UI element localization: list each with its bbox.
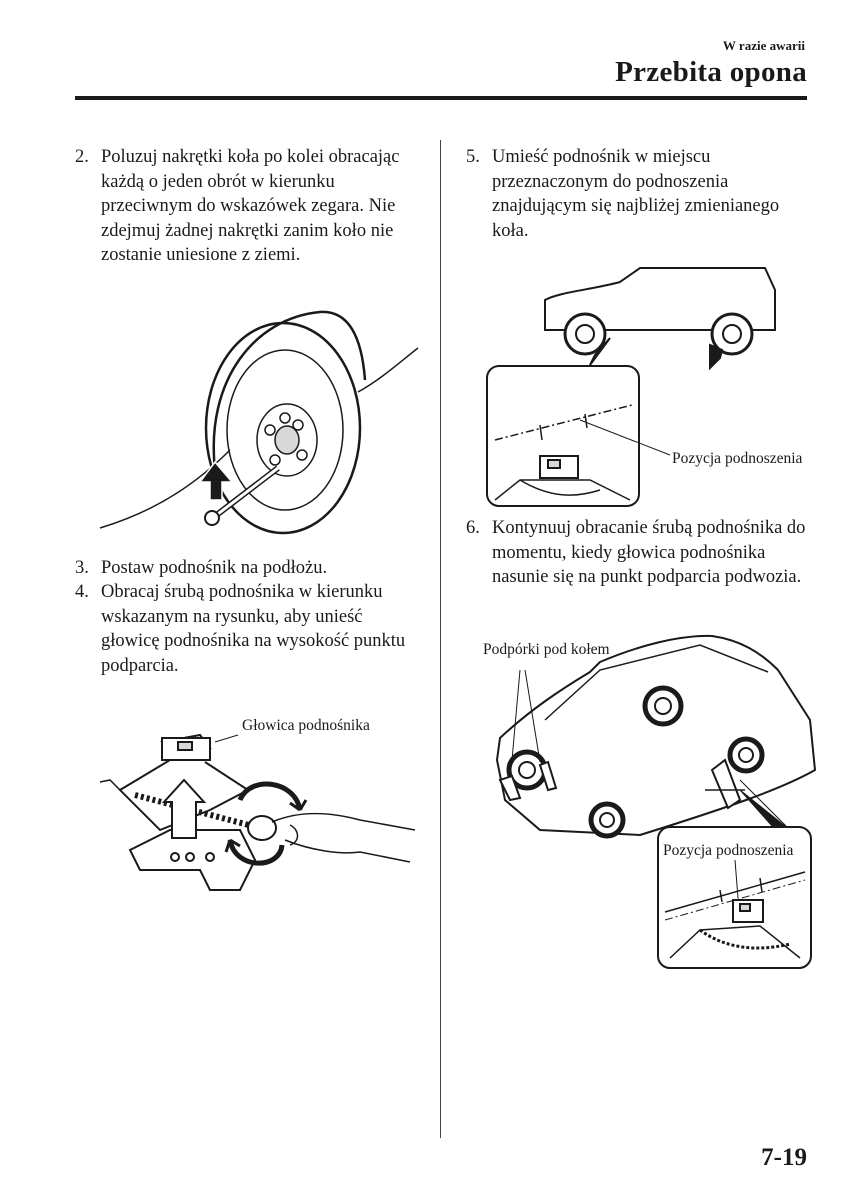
step-2-number: 2. xyxy=(75,147,89,167)
step-4-number: 4. xyxy=(75,582,89,602)
step-3-number: 3. xyxy=(75,558,89,578)
step-6-text: Kontynuuj obracanie śrubą podnośnika do momentu, kiedy głowica podnośnika nasunie się na punkt podparcia podwozia. xyxy=(492,518,806,587)
lift-position-label: Pozycja podnoszenia xyxy=(672,450,803,467)
wheel-chocks-label: Podpórki pod kołem xyxy=(483,641,610,658)
step-5-text: Umieść podnośnik w miejscu przeznaczonym do podnoszenia znajdującym się najbliżej zmienianego koła. xyxy=(492,147,780,241)
step-3-text: Postaw podnośnik na podłożu. xyxy=(101,558,328,578)
step-2-text: Poluzuj nakrętki koła po kolei obracając każdą o jeden obrót w kierunku przeciwnym do wskazówek zegara. Nie zdejmuj żadnej nakrętki zanim koło nie zostanie uniesione z ziemi. xyxy=(101,147,400,265)
page-number: 7-19 xyxy=(761,1144,807,1171)
lift-point-illustration xyxy=(487,268,775,506)
lift-position-label-2: Pozycja podnoszenia xyxy=(663,842,794,859)
step-5-number: 5. xyxy=(466,147,480,167)
jack-illustration xyxy=(100,735,415,890)
page-title: Przebita opona xyxy=(615,56,807,88)
wheel-wrench-illustration xyxy=(100,312,418,533)
step-6-number: 6. xyxy=(466,518,480,538)
section-label: W razie awarii xyxy=(722,38,805,53)
jack-head-label: Głowica podnośnika xyxy=(242,717,370,734)
step-4-text: Obracaj śrubą podnośnika w kierunku wskazanym na rysunku, aby unieść głowicę podnośnika na wysokość punktu podparcia. xyxy=(101,582,406,676)
car-chocks-illustration xyxy=(497,636,815,968)
